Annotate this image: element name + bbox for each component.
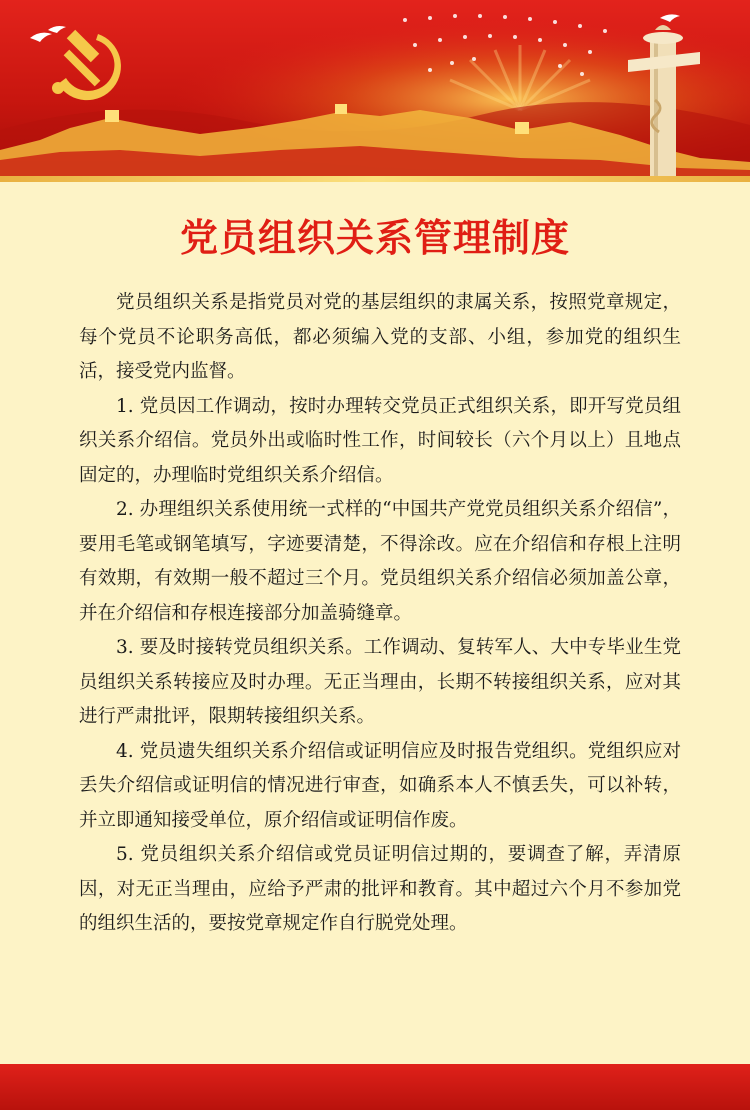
rule-1-paragraph: 1. 党员因工作调动，按时办理转交党员正式组织关系，即开写党员组织关系介绍信。党员外出或临时性工作，时间较长（六个月以上）且地点固定的，办理临时党组织关系介绍信。 (79, 395, 681, 486)
regulation-body (79, 286, 681, 942)
banner-gold-border (0, 176, 750, 182)
footer-bar (0, 1064, 750, 1110)
page-title: 党员组织关系管理制度 (179, 216, 570, 260)
rule-4-paragraph: 4. 党员遗失组织关系介绍信或证明信应及时报告党组织。党组织应对丢失介绍信或证明信的情况进行审查，如确系本人不慎丢失，可以补转，并立即通知接受单位，原介绍信或证明信作废。 (79, 740, 681, 831)
banner-artwork (0, 0, 750, 180)
rule-3-paragraph: 3. 要及时接转党员组织关系。工作调动、复转军人、大中专毕业生党员组织关系转接应及时办理。无正当理由，长期不转接组织关系，应对其进行严肃批评，限期转接组织关系。 (79, 637, 681, 727)
rule-5-paragraph: 5. 党员组织关系介绍信或党员证明信过期的，要调查了解，弄清原因，对无正当理由，应给予严肃的批评和教育。其中超过六个月不参加党的组织生活的，要按党章规定作自行脱党处理。 (79, 844, 681, 934)
rule-2-paragraph: 2. 办理组织关系使用统一式样的“中国共产党党员组织关系介绍信”，要用毛笔或钢笔填写，字迹要清楚，不得涂改。应在介绍信和存根上注明有效期，有效期一般不超过三个月。党员组织关系介绍信必须加盖公章，并在介绍信和存根连接部分加盖骑缝章。 (79, 499, 681, 624)
header-banner (0, 0, 750, 180)
intro-paragraph: 党员组织关系是指党员对党的基层组织的隶属关系，按照党章规定，每个党员不论职务高低，都必须编入党的支部、小组，参加党的组织生活，接受党内监督。 (79, 292, 681, 382)
